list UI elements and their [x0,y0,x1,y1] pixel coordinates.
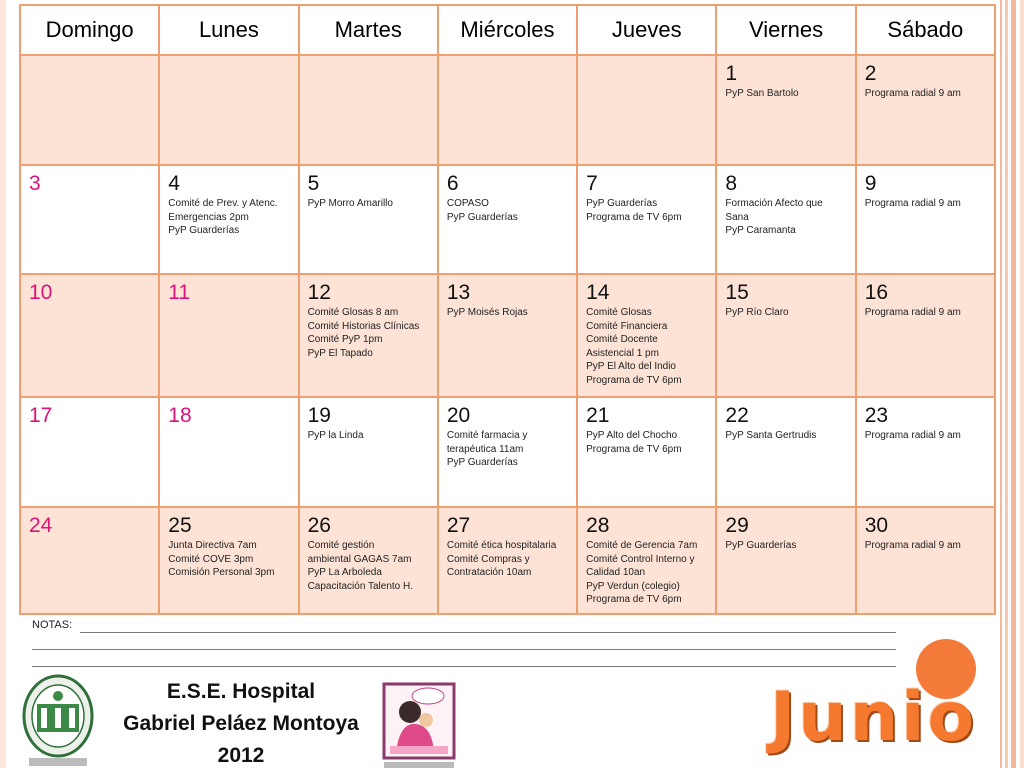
weekday-header: Miércoles [438,5,577,55]
calendar-day-cell[interactable] [438,507,577,614]
weekday-header: Viernes [716,5,855,55]
day-number: 13 [446,281,471,304]
calendar-day-cell[interactable] [856,55,995,165]
day-number: 29 [725,514,749,537]
day-events: Programa radial 9 am [864,307,961,318]
calendar-grid [19,4,996,615]
day-number: 4 [168,172,180,195]
calendar-week-row [20,165,995,274]
calendar-day-cell[interactable] [577,274,716,397]
day-number: 3 [29,172,41,195]
notes-line[interactable] [32,649,896,650]
day-number: 30 [864,514,889,537]
calendar-day-cell[interactable] [716,274,855,397]
day-events: PyP Río Claro [725,307,789,318]
afecto-que-sana-logo [382,682,456,768]
day-events: Junta Directiva 7am Comité COVE 3pm Comisión Personal 3pm [168,540,275,579]
day-number: 18 [168,404,192,427]
hospital-name [110,676,372,772]
calendar-day-cell[interactable] [716,55,855,165]
day-number: 28 [586,514,610,537]
weekday-header: Sábado [856,5,995,55]
weekday-header: Jueves [577,5,716,55]
calendar-day-cell[interactable] [20,274,159,397]
day-events: PyP Alto del Chocho Programa de TV 6pm [586,430,682,455]
calendar-day-cell[interactable] [856,165,995,274]
calendar-day-cell[interactable] [20,397,159,507]
year-label: 2012 [217,744,265,767]
day-number: 12 [307,281,331,304]
calendar-day-cell[interactable] [159,165,298,274]
calendar-day-cell[interactable] [577,165,716,274]
day-events: PyP Santa Gertrudis [725,430,817,441]
weekday-header-row [20,5,995,55]
calendar-day-cell[interactable] [716,397,855,507]
day-number: 10 [29,281,53,304]
calendar-day-cell[interactable] [438,397,577,507]
day-events: PyP Moisés Rojas [446,307,528,318]
calendar-day-cell[interactable] [716,165,855,274]
day-number: 24 [29,514,53,537]
day-events: PyP San Bartolo [725,88,799,99]
calendar-day-cell[interactable] [299,165,438,274]
day-number: 21 [586,404,610,427]
day-number: 16 [864,281,889,304]
day-number: 26 [307,514,331,537]
day-events: Formación Afecto que Sana PyP Caramanta [725,198,823,237]
calendar-week-row [20,397,995,507]
day-events: Programa radial 9 am [864,540,961,551]
day-number: 27 [446,514,471,537]
day-events: Comité gestión ambiental GAGAS 7am PyP La Arboleda Capacitación Talento H. [307,540,413,592]
day-events: Comité de Prev. y Atenc. Emergencias 2pm PyP Guarderías [168,198,278,237]
calendar-day-cell[interactable] [438,55,577,165]
calendar-day-cell[interactable] [159,507,298,614]
calendar-day-cell[interactable] [856,507,995,614]
calendar-day-cell[interactable] [577,55,716,165]
day-number: 8 [725,172,738,195]
calendar-day-cell[interactable] [20,165,159,274]
day-number: 17 [29,404,53,427]
day-events: PyP la Linda [307,430,364,441]
right-decor-stripes [994,0,1024,768]
left-decor-stripe [0,0,6,768]
calendar-day-cell[interactable] [20,507,159,614]
calendar-day-cell[interactable] [299,274,438,397]
day-number: 15 [725,281,749,304]
notes-line[interactable] [32,666,896,667]
day-number: 6 [446,172,459,195]
day-number: 1 [725,62,738,85]
calendar-day-cell[interactable] [577,397,716,507]
day-number: 22 [725,404,749,427]
weekday-header: Martes [299,5,438,55]
calendar-day-cell[interactable] [20,55,159,165]
month-title: Junio [770,678,978,757]
day-events: Comité de Gerencia 7am Comité Control Interno y Calidad 10an PyP Verdun (colegio) Programa de TV 6pm [586,540,698,606]
calendar-day-cell[interactable] [438,274,577,397]
day-events: Comité ética hospitalaria Comité Compras y Contratación 10am [446,540,557,579]
weekday-header: Domingo [20,5,159,55]
calendar-day-cell[interactable] [299,507,438,614]
day-number: 23 [864,404,889,427]
calendar-week-row [20,55,995,165]
day-number: 9 [864,172,877,195]
day-events: PyP Morro Amarillo [307,198,393,209]
day-number: 19 [307,404,331,427]
calendar-week-row [20,274,995,397]
day-number: 11 [168,281,191,304]
day-number: 14 [586,281,610,304]
day-events: Programa radial 9 am [864,430,961,441]
weekday-header: Lunes [159,5,298,55]
notes-line[interactable] [80,632,896,633]
day-number: 25 [168,514,192,537]
day-events: Comité Glosas Comité Financiera Comité Docente Asistencial 1 pm PyP El Alto del Indio Programa de TV 6pm [586,307,682,386]
calendar-day-cell[interactable] [856,274,995,397]
day-events: Programa radial 9 am [864,88,961,99]
calendar-day-cell[interactable] [159,55,298,165]
calendar-day-cell[interactable] [299,55,438,165]
day-events: Comité farmacia y terapéutica 11am PyP Guarderías [446,430,528,469]
calendar-day-cell[interactable] [856,397,995,507]
day-events: Programa radial 9 am [864,198,961,209]
calendar-day-cell[interactable] [716,507,855,614]
calendar-day-cell[interactable] [299,397,438,507]
notes-label: NOTAS: [32,619,73,631]
calendar-day-cell[interactable] [438,165,577,274]
day-number: 2 [864,62,877,85]
day-number: 5 [307,172,320,195]
calendar-day-cell[interactable] [159,397,298,507]
hospital-name-line2: Gabriel Peláez Montoya [123,712,359,735]
calendar-day-cell[interactable] [577,507,716,614]
hospital-logo [21,674,95,766]
day-events: Comité Glosas 8 am Comité Historias Clínicas Comité PyP 1pm PyP El Tapado [307,307,420,359]
day-events: PyP Guarderías Programa de TV 6pm [586,198,682,223]
calendar-day-cell[interactable] [159,274,298,397]
hospital-name-line1: E.S.E. Hospital [166,680,316,703]
day-events: COPASO PyP Guarderías [446,198,518,223]
day-number: 7 [586,172,598,195]
day-events: PyP Guarderías [725,540,797,551]
day-number: 20 [446,404,471,427]
calendar-week-row [20,507,995,614]
